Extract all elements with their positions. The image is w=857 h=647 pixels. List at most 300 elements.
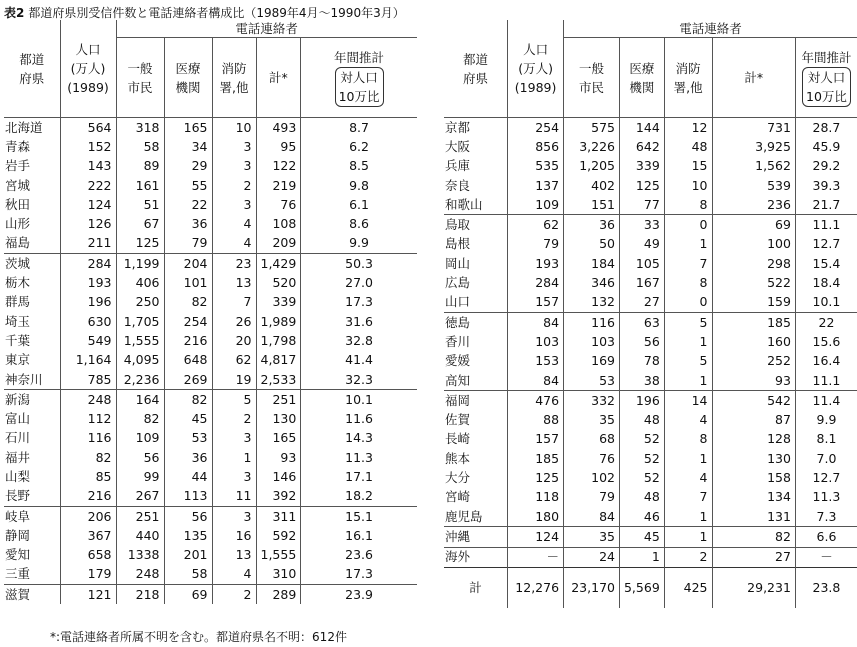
value-cell: 1,555 [116, 331, 164, 350]
table-row [444, 527, 857, 547]
value-cell: 8 [664, 195, 712, 215]
value-cell: 7.3 [795, 507, 857, 527]
value-cell: 109 [116, 429, 164, 448]
value-cell: 48 [619, 488, 664, 507]
value-cell: 27 [619, 293, 664, 313]
value-cell: 67 [116, 214, 164, 233]
value-cell: 254 [164, 312, 212, 331]
value-cell: 32.3 [301, 370, 417, 390]
header-annual: 年間推計 対人口 10万比 [795, 38, 857, 118]
value-cell: 185 [712, 312, 795, 332]
value-cell: 3,226 [564, 137, 620, 156]
value-cell: 34 [164, 137, 212, 156]
value-cell: 165 [164, 118, 212, 138]
value-cell: 20 [212, 331, 256, 350]
value-cell: 15.6 [795, 332, 857, 351]
pref-name-cell: 奈良 [445, 177, 471, 193]
value-cell: 109 [508, 195, 564, 215]
value-cell: 39.3 [795, 176, 857, 195]
value-cell: 50.3 [301, 254, 417, 274]
value-cell: 112 [60, 409, 116, 428]
value-cell: 158 [712, 468, 795, 487]
value-cell: 11.3 [301, 448, 417, 467]
pref-name-cell: 青森 [5, 138, 31, 154]
value-cell: 167 [619, 273, 664, 292]
value-cell: 339 [256, 293, 301, 312]
value-cell: 13 [212, 546, 256, 565]
value-cell: 1 [212, 448, 256, 467]
table-row [444, 254, 857, 273]
table-title [4, 4, 405, 21]
table-row [444, 507, 857, 527]
pref-name-cell: 群馬 [5, 294, 31, 310]
value-cell: 180 [508, 507, 564, 527]
value-cell: 33 [619, 215, 664, 235]
value-cell: 11.1 [795, 371, 857, 391]
value-cell: 1 [619, 547, 664, 567]
value-cell: 36 [164, 448, 212, 467]
value-cell: 289 [256, 585, 301, 605]
value-cell: 406 [116, 273, 164, 292]
total-row [444, 567, 857, 608]
value-cell: 11.3 [795, 488, 857, 507]
value-cell: 1,205 [564, 157, 620, 176]
value-cell: 592 [256, 526, 301, 545]
value-cell: 193 [508, 254, 564, 273]
pref-name-cell: 東京 [5, 352, 31, 368]
right-table-body [444, 118, 857, 608]
value-cell: 78 [619, 352, 664, 371]
value-cell: 36 [164, 214, 212, 233]
table-row [444, 332, 857, 351]
table-row [444, 273, 857, 292]
value-cell: 121 [60, 585, 116, 605]
value-cell: 130 [256, 409, 301, 428]
value-cell: 89 [116, 157, 164, 176]
value-cell: 251 [256, 390, 301, 410]
value-cell: 159 [712, 293, 795, 313]
value-cell: 11.6 [301, 409, 417, 428]
value-cell: 8.5 [301, 157, 417, 176]
table-row [4, 254, 417, 274]
pref-name-cell: 徳島 [444, 312, 508, 332]
left-table-panel [4, 20, 417, 604]
header-total: 計* [712, 38, 795, 118]
value-cell: 126 [60, 214, 116, 233]
footnote: *:電話連絡者所属不明を含む。都道府県名不明：612件 [50, 630, 347, 644]
header-pref: 都道 府県 [4, 20, 60, 118]
value-cell: 339 [619, 157, 664, 176]
pref-name-cell: 兵庫 [445, 158, 471, 174]
value-cell: 69 [712, 215, 795, 235]
table-row [4, 157, 417, 176]
value-cell: 6.2 [301, 137, 417, 156]
value-cell: 642 [619, 137, 664, 156]
value-cell: 24 [564, 547, 620, 567]
value-cell: 53 [164, 429, 212, 448]
value-cell: 53 [564, 371, 620, 391]
value-cell: 157 [508, 293, 564, 313]
value-cell: 236 [712, 195, 795, 215]
value-cell: 284 [60, 254, 116, 274]
value-cell: 132 [564, 293, 620, 313]
value-cell: 1 [664, 527, 712, 547]
table-row [4, 585, 417, 605]
value-cell: 785 [60, 370, 116, 390]
value-cell: 493 [256, 118, 301, 138]
table-row [4, 137, 417, 156]
value-cell: 124 [60, 195, 116, 214]
value-cell: 12.7 [795, 235, 857, 254]
table-row [4, 370, 417, 390]
annual-bracket: 対人口 10万比 [802, 67, 851, 107]
table-row [444, 235, 857, 254]
value-cell: 1338 [116, 546, 164, 565]
value-cell: 658 [60, 546, 116, 565]
table-row [4, 565, 417, 585]
header-fire: 消防 署,他 [212, 38, 256, 118]
value-cell: 68 [564, 430, 620, 449]
table-row [444, 118, 857, 138]
value-cell: 63 [619, 312, 664, 332]
value-cell: 103 [564, 332, 620, 351]
value-cell: 1,555 [256, 546, 301, 565]
left-table [4, 20, 417, 604]
value-cell: 8 [664, 273, 712, 292]
value-cell: 15.1 [301, 506, 417, 526]
value-cell: 248 [116, 565, 164, 585]
value-cell: 5 [664, 312, 712, 332]
value-cell: 35 [564, 410, 620, 429]
value-cell: 549 [60, 331, 116, 350]
value-cell: 15.4 [795, 254, 857, 273]
table-row [4, 506, 417, 526]
value-cell: 298 [712, 254, 795, 273]
value-cell: 82 [712, 527, 795, 547]
table-row [4, 467, 417, 486]
header-population: 人口 (万人) (1989) [60, 20, 116, 118]
value-cell: 16.1 [301, 526, 417, 545]
value-cell: 79 [564, 488, 620, 507]
value-cell: 7 [664, 488, 712, 507]
value-cell: 12 [664, 118, 712, 138]
value-cell: 520 [256, 273, 301, 292]
table-row [4, 331, 417, 350]
value-cell: 10 [212, 118, 256, 138]
value-cell: 12.7 [795, 468, 857, 487]
value-cell: 58 [164, 565, 212, 585]
value-cell: 165 [256, 429, 301, 448]
value-cell: 32.8 [301, 331, 417, 350]
value-cell: 153 [508, 352, 564, 371]
pref-name-cell: 三重 [5, 566, 31, 582]
value-cell: 10 [664, 176, 712, 195]
value-cell: 1,798 [256, 331, 301, 350]
value-cell: 4,817 [256, 351, 301, 370]
value-cell: 51 [116, 195, 164, 214]
value-cell: 169 [564, 352, 620, 371]
value-cell: 8.7 [301, 118, 417, 138]
table-row [4, 214, 417, 233]
table-row [4, 312, 417, 331]
pref-name-cell: 埼玉 [5, 313, 31, 329]
value-cell: 23.6 [301, 546, 417, 565]
value-cell: 7 [664, 254, 712, 273]
value-cell: 731 [712, 118, 795, 138]
pref-name-cell: 沖縄 [444, 527, 508, 547]
value-cell: 146 [256, 467, 301, 486]
value-cell: 131 [712, 507, 795, 527]
value-cell: 105 [619, 254, 664, 273]
value-cell: 77 [619, 195, 664, 215]
table-row [444, 312, 857, 332]
pref-name-cell: 佐賀 [445, 412, 471, 428]
value-cell: 21.7 [795, 195, 857, 215]
value-cell: 28.7 [795, 118, 857, 138]
table-row [4, 526, 417, 545]
value-cell: 2 [664, 547, 712, 567]
value-cell: 102 [564, 468, 620, 487]
value-cell: 44 [164, 467, 212, 486]
value-cell: 2 [212, 409, 256, 428]
value-cell: 29.2 [795, 157, 857, 176]
value-cell: 48 [664, 137, 712, 156]
pref-name-cell: 岩手 [5, 158, 31, 174]
pref-name-cell: 秋田 [5, 196, 31, 212]
pref-name-cell: 栃木 [5, 275, 31, 291]
value-cell: 160 [712, 332, 795, 351]
value-cell: 3 [212, 157, 256, 176]
pref-name-cell: 山梨 [5, 468, 31, 484]
table-row [444, 293, 857, 313]
header-medical: 医療 機関 [619, 38, 664, 118]
value-cell: 402 [564, 176, 620, 195]
total-value-cell: 23,170 [564, 567, 620, 608]
value-cell: 318 [116, 118, 164, 138]
table-row [4, 118, 417, 138]
value-cell: 856 [508, 137, 564, 156]
table-row [4, 273, 417, 292]
table-row [4, 546, 417, 565]
table-row [444, 352, 857, 371]
value-cell: 5 [212, 390, 256, 410]
value-cell: 1,164 [60, 351, 116, 370]
header-group-contact: 電話連絡者 [564, 20, 857, 38]
value-cell: 522 [712, 273, 795, 292]
value-cell: 76 [256, 195, 301, 214]
value-cell: 392 [256, 487, 301, 507]
value-cell: 108 [256, 214, 301, 233]
value-cell: 143 [60, 157, 116, 176]
total-label: 計 [444, 567, 508, 608]
value-cell: 539 [712, 176, 795, 195]
value-cell: 144 [619, 118, 664, 138]
value-cell: 564 [60, 118, 116, 138]
table-row [444, 215, 857, 235]
value-cell: 346 [564, 273, 620, 292]
value-cell: 76 [564, 449, 620, 468]
value-cell: 216 [60, 487, 116, 507]
value-cell: 8.6 [301, 214, 417, 233]
value-cell: 575 [564, 118, 620, 138]
value-cell: 630 [60, 312, 116, 331]
pref-name-cell: 長崎 [445, 431, 471, 447]
value-cell: 18.2 [301, 487, 417, 507]
pref-name-cell: 熊本 [445, 450, 471, 466]
value-cell: 216 [164, 331, 212, 350]
table-row [444, 371, 857, 391]
value-cell: 9.9 [301, 234, 417, 254]
value-cell: 3 [212, 506, 256, 526]
value-cell: 196 [60, 293, 116, 312]
pref-name-cell: 高知 [445, 372, 471, 388]
pref-name-cell: 石川 [5, 430, 31, 446]
left-table-body [4, 118, 417, 605]
value-cell: 209 [256, 234, 301, 254]
value-cell: 269 [164, 370, 212, 390]
value-cell: 35 [564, 527, 620, 547]
pref-name-cell: 宮城 [5, 177, 31, 193]
value-cell: 79 [164, 234, 212, 254]
value-cell: 185 [508, 449, 564, 468]
right-table-panel [444, 20, 857, 608]
value-cell: 367 [60, 526, 116, 545]
value-cell: 48 [619, 410, 664, 429]
value-cell: 218 [116, 585, 164, 605]
value-cell: 161 [116, 176, 164, 195]
value-cell: 267 [116, 487, 164, 507]
pref-name-cell: 福岡 [444, 391, 508, 411]
value-cell: 56 [164, 506, 212, 526]
value-cell: 311 [256, 506, 301, 526]
table-row [4, 409, 417, 428]
value-cell: 137 [508, 176, 564, 195]
value-cell: 116 [60, 429, 116, 448]
value-cell: 4 [212, 214, 256, 233]
table-caption: 都道府県別受信件数と電話連絡者構成比（1989年4月～1990年3月） [28, 6, 405, 20]
pref-name-cell: 鹿児島 [445, 508, 483, 524]
pref-name-cell: 北海道 [4, 118, 60, 138]
value-cell: 284 [508, 273, 564, 292]
table-row [4, 390, 417, 410]
value-cell: 157 [508, 430, 564, 449]
value-cell: 45 [619, 527, 664, 547]
value-cell: 1,199 [116, 254, 164, 274]
header-general: 一般 市民 [116, 38, 164, 118]
value-cell: 2 [212, 176, 256, 195]
value-cell: 23 [212, 254, 256, 274]
pref-name-cell: 宮崎 [445, 489, 471, 505]
value-cell: 3 [212, 195, 256, 214]
value-cell: 82 [116, 409, 164, 428]
pref-name-cell: 山口 [445, 294, 471, 310]
value-cell: 204 [164, 254, 212, 274]
table-row [4, 293, 417, 312]
pref-name-cell: 海外 [444, 547, 508, 567]
value-cell: 1,989 [256, 312, 301, 331]
value-cell: 1,562 [712, 157, 795, 176]
value-cell: 46 [619, 507, 664, 527]
table-row [4, 448, 417, 467]
header-total: 計* [256, 38, 301, 118]
value-cell: 87 [712, 410, 795, 429]
value-cell: 10.1 [795, 293, 857, 313]
value-cell: 648 [164, 351, 212, 370]
header-group-contact: 電話連絡者 [116, 20, 417, 38]
header-medical: 医療 機関 [164, 38, 212, 118]
value-cell: 41.4 [301, 351, 417, 370]
table-number: 表2 [4, 6, 25, 20]
value-cell: 116 [564, 312, 620, 332]
value-cell: 16 [212, 526, 256, 545]
value-cell: 476 [508, 391, 564, 411]
value-cell: 9.9 [795, 410, 857, 429]
value-cell: 4 [212, 234, 256, 254]
pref-name-cell: 新潟 [4, 390, 60, 410]
value-cell: 31.6 [301, 312, 417, 331]
value-cell: 62 [212, 351, 256, 370]
total-value-cell: 425 [664, 567, 712, 608]
pref-name-cell: 愛知 [5, 547, 31, 563]
value-cell: 5 [664, 352, 712, 371]
value-cell: 252 [712, 352, 795, 371]
total-value-cell: 23.8 [795, 567, 857, 608]
value-cell: 100 [712, 235, 795, 254]
pref-name-cell: 京都 [444, 118, 508, 138]
value-cell: 82 [164, 293, 212, 312]
pref-name-cell: 富山 [5, 411, 31, 427]
pref-name-cell: 神奈川 [5, 371, 43, 387]
value-cell: 17.1 [301, 467, 417, 486]
value-cell: 254 [508, 118, 564, 138]
value-cell: 84 [508, 312, 564, 332]
value-cell: 27.0 [301, 273, 417, 292]
total-value-cell: 12,276 [508, 567, 564, 608]
value-cell: 27 [712, 547, 795, 567]
value-cell: 2,236 [116, 370, 164, 390]
value-cell: 193 [60, 273, 116, 292]
value-cell: 6.1 [301, 195, 417, 214]
value-cell: 125 [116, 234, 164, 254]
value-cell: 2 [212, 585, 256, 605]
value-cell: 219 [256, 176, 301, 195]
table-row [444, 391, 857, 411]
value-cell: 9.8 [301, 176, 417, 195]
value-cell: 11.4 [795, 391, 857, 411]
value-cell: 134 [712, 488, 795, 507]
value-cell: 1,705 [116, 312, 164, 331]
total-value-cell: 5,569 [619, 567, 664, 608]
value-cell: 128 [712, 430, 795, 449]
value-cell: 125 [508, 468, 564, 487]
value-cell: 69 [164, 585, 212, 605]
value-cell: 211 [60, 234, 116, 254]
value-cell: 164 [116, 390, 164, 410]
value-cell: 4 [212, 565, 256, 585]
pref-name-cell: 福島 [5, 235, 31, 251]
value-cell: 101 [164, 273, 212, 292]
header-population: 人口 (万人) (1989) [508, 20, 564, 118]
table-row [4, 351, 417, 370]
value-cell: 125 [619, 176, 664, 195]
value-cell: 13 [212, 273, 256, 292]
value-cell: 82 [60, 448, 116, 467]
value-cell: 1,429 [256, 254, 301, 274]
pref-name-cell: 千葉 [5, 332, 31, 348]
pref-name-cell: 愛媛 [445, 353, 471, 369]
value-cell: 36 [564, 215, 620, 235]
value-cell: 4 [664, 410, 712, 429]
